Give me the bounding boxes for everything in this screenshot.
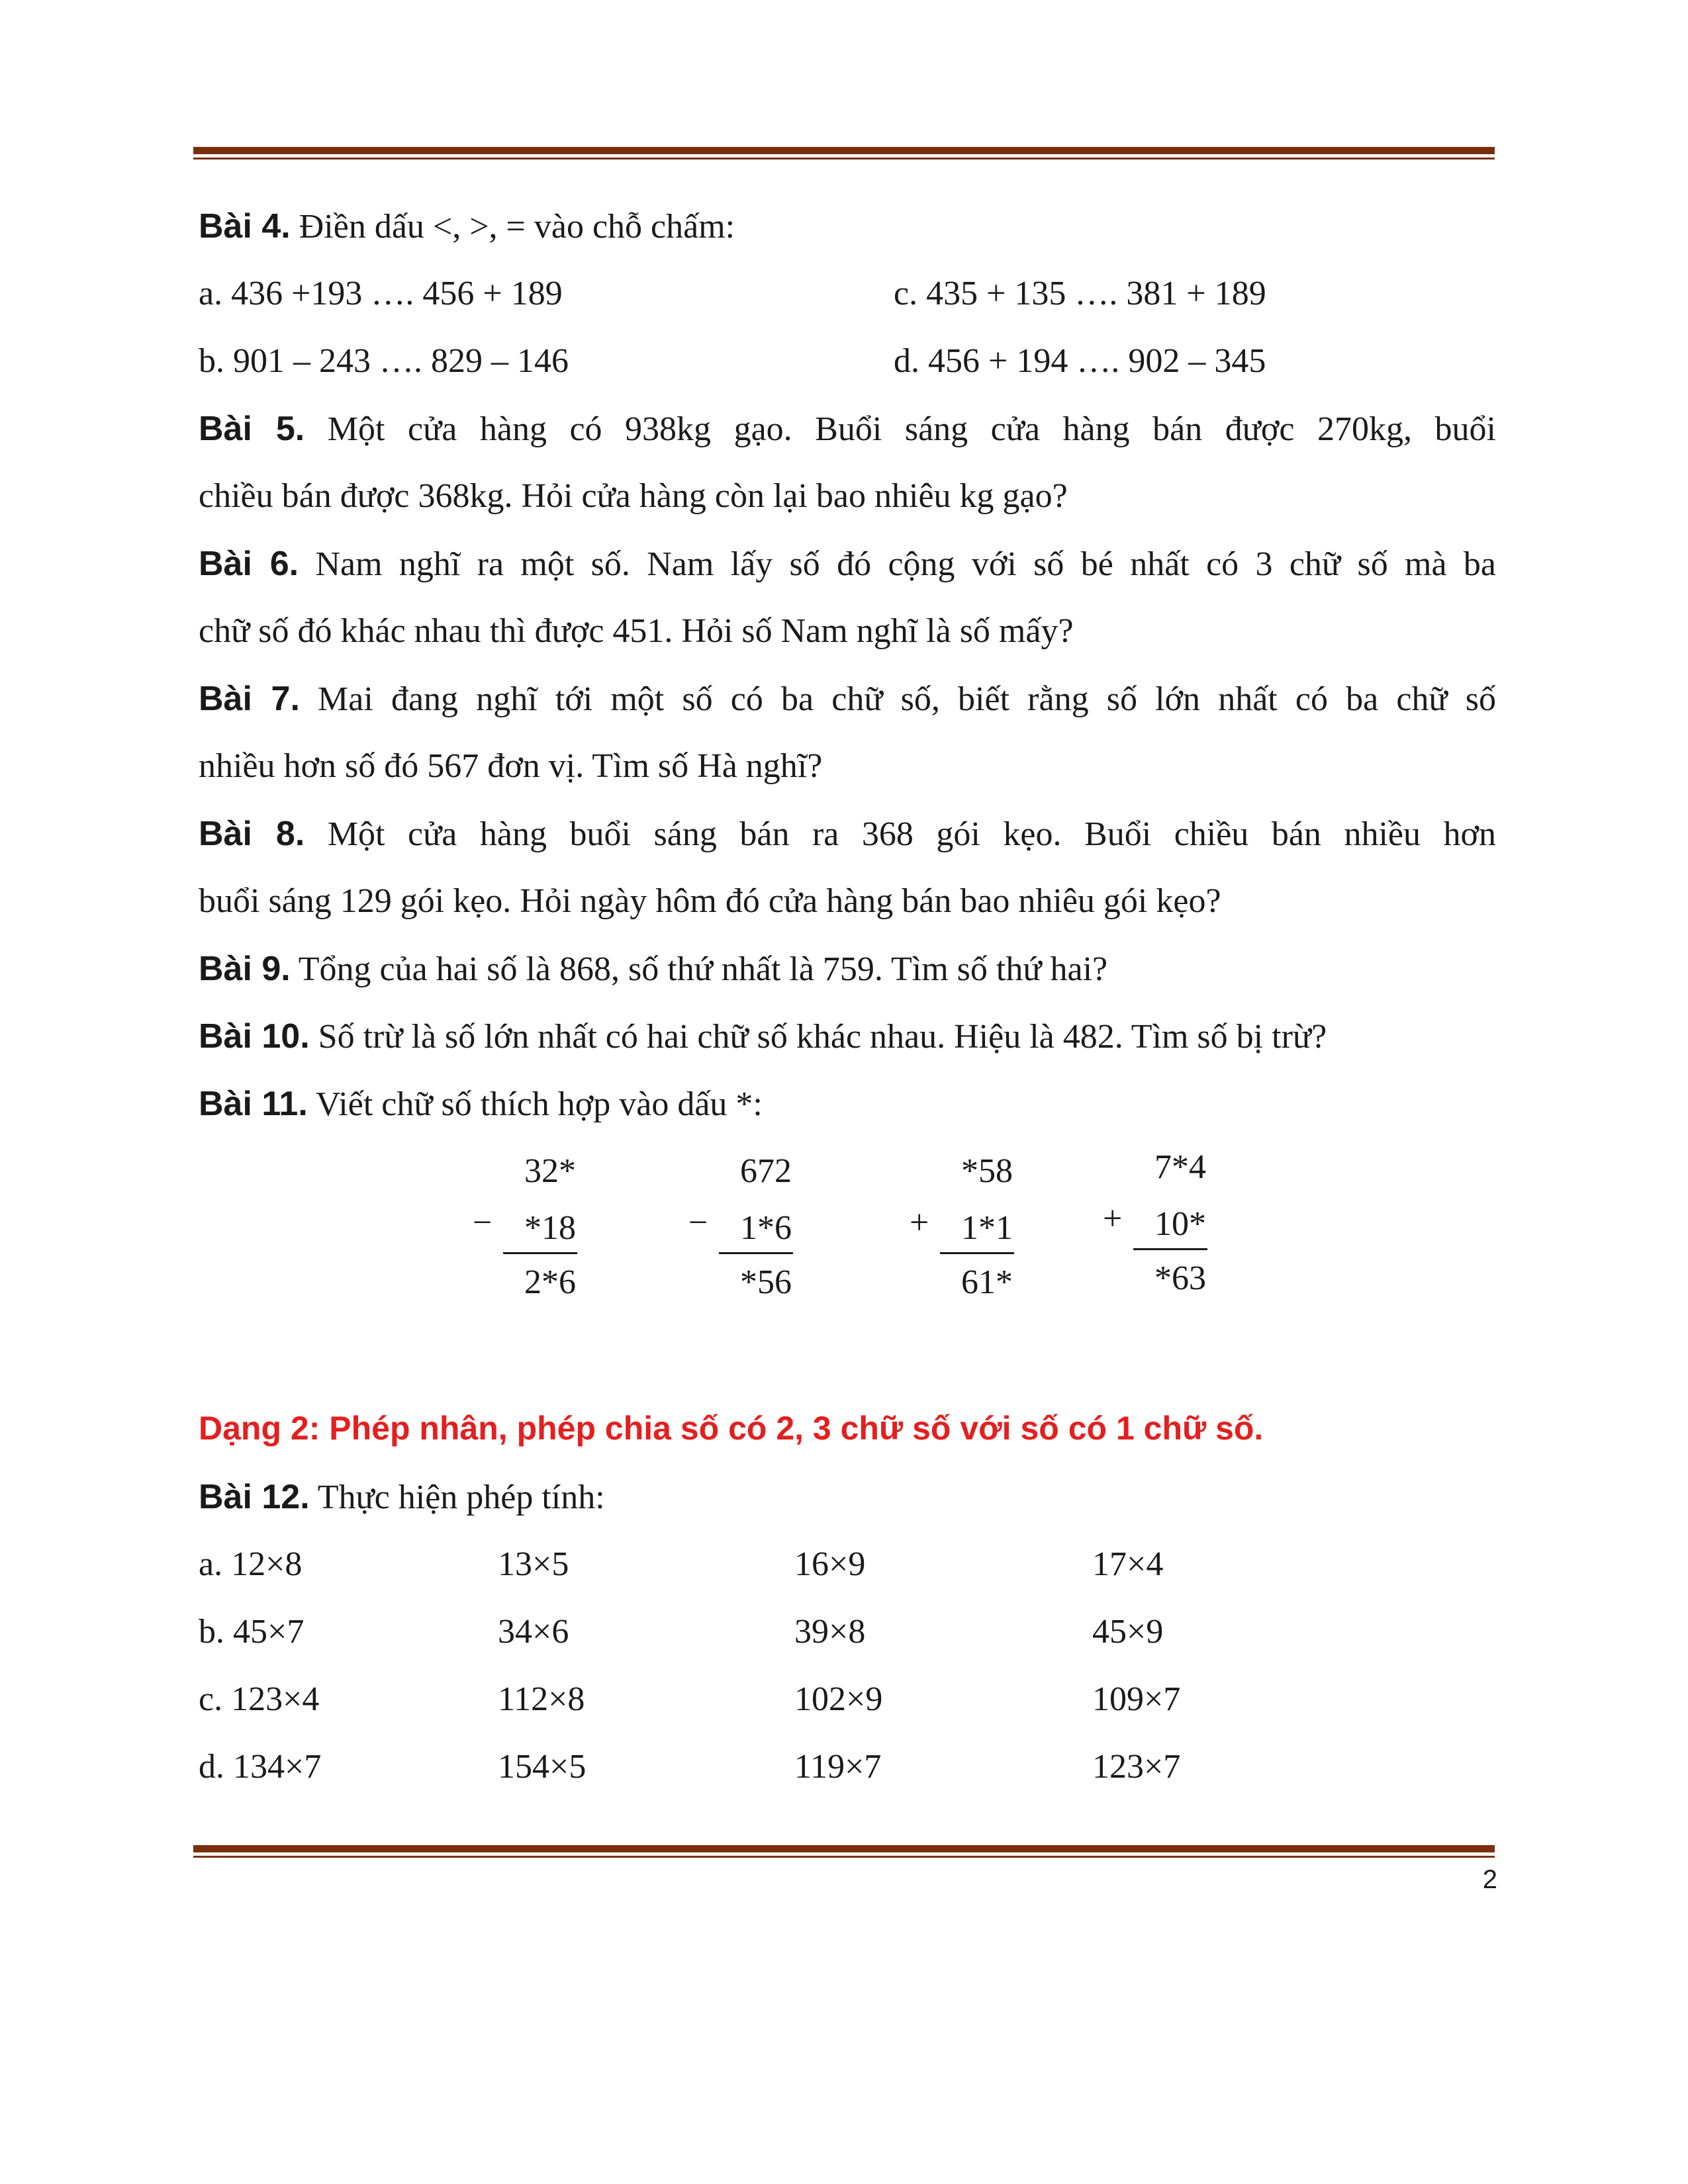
bai12-a-3: 16×9: [794, 1545, 866, 1583]
bai4-item-c: c. 435 + 135 …. 381 + 189: [894, 275, 1266, 312]
calc-2-bar: [719, 1252, 793, 1254]
bai12-d-1: d. 134×7: [199, 1748, 322, 1786]
bai12-d-4: 123×7: [1092, 1748, 1181, 1786]
bai6-label: Bài 6.: [199, 545, 299, 583]
bai9-label: Bài 9.: [199, 950, 291, 988]
bai6-line-2: chữ số đó khác nhau thì được 451. Hỏi số Nam nghĩ là số mấy?: [199, 612, 1074, 650]
bai12-label: Bài 12.: [199, 1478, 310, 1516]
calc-3-operator: +: [910, 1204, 929, 1242]
bai12-question: [199, 1477, 1496, 1518]
calc-2-top: 672: [740, 1152, 792, 1190]
calc-3-mid: 1*1: [961, 1209, 1013, 1247]
bai11-label: Bài 11.: [199, 1085, 308, 1123]
footer-rule: [193, 1845, 1495, 1858]
bai12-a-4: 17×4: [1092, 1545, 1164, 1583]
bai5-label: Bài 5.: [199, 410, 305, 448]
bai12-b-2: 34×6: [498, 1613, 569, 1651]
bai10-text: Số trừ là số lớn nhất có hai chữ số khác nhau. Hiệu là 482. Tìm số bị trừ?: [309, 1018, 1327, 1056]
bai11-question: [199, 1084, 1496, 1124]
page-number: 2: [1482, 1865, 1497, 1894]
bai4-row-1: [199, 274, 1496, 314]
bai11-text: Viết chữ số thích hợp vào dấu *:: [307, 1085, 763, 1123]
bai5-text-1: Một cửa hàng có 938kg gạo. Buổi sáng cửa hàng bán được 270kg, buổi: [305, 410, 1496, 448]
calc-2-mid: 1*6: [740, 1209, 792, 1247]
bai4-row-2: [199, 341, 1496, 381]
calc-2-bottom: *56: [740, 1263, 792, 1301]
bai9-text: Tổng của hai số là 868, số thứ nhất là 759. Tìm số thứ hai?: [290, 950, 1108, 988]
bai12-b-1: b. 45×7: [199, 1613, 305, 1651]
header-rule: [193, 147, 1495, 159]
bai12-b-4: 45×9: [1092, 1613, 1164, 1651]
bai12-c-1: c. 123×4: [199, 1680, 320, 1718]
bai8-text-1: Một cửa hàng buổi sáng bán ra 368 gói kẹo. Buổi chiều bán nhiều hơn: [305, 815, 1497, 853]
bai5-line-2: chiều bán được 368kg. Hỏi cửa hàng còn lại bao nhiêu kg gạo?: [199, 477, 1068, 515]
calc-1-operator: −: [473, 1204, 492, 1242]
bai12-b-3: 39×8: [794, 1613, 866, 1651]
bai9-question: [199, 949, 1496, 989]
bai12-c-4: 109×7: [1092, 1680, 1181, 1718]
bai5-line-1: [199, 409, 1496, 449]
bai12-d-3: 119×7: [794, 1748, 882, 1786]
calc-4-operator: +: [1103, 1200, 1123, 1238]
bai6-text-1: Nam nghĩ ra một số. Nam lấy số đó cộng với số bé nhất có 3 chữ số mà ba: [299, 545, 1496, 583]
calc-4-bar: [1133, 1248, 1207, 1250]
calc-4-mid: 10*: [1154, 1205, 1206, 1243]
calc-1-bottom: 2*6: [524, 1263, 576, 1301]
bai6-line-1: [199, 544, 1496, 584]
calc-3-bar: [940, 1252, 1014, 1254]
dang2-heading: Dạng 2: Phép nhân, phép chia số có 2, 3 chữ số với số có 1 chữ số.: [199, 1410, 1264, 1447]
bai4-item-d: d. 456 + 194 …. 902 – 345: [894, 342, 1266, 380]
bai7-text-1: Mai đang nghĩ tới một số có ba chữ số, biết rằng số lớn nhất có ba chữ số: [299, 680, 1496, 718]
bai7-line-1: [199, 679, 1496, 719]
bai7-line-2: nhiều hơn số đó 567 đơn vị. Tìm số Hà nghĩ?: [199, 747, 823, 785]
bai4-item-a: a. 436 +193 …. 456 + 189: [199, 275, 563, 312]
calc-1-mid: *18: [524, 1209, 576, 1247]
calc-1-top: 32*: [524, 1152, 576, 1190]
calc-1-bar: [503, 1252, 577, 1254]
bai12-text: Thực hiện phép tính:: [309, 1479, 605, 1516]
bai4-text: Điền dấu <, >, = vào chỗ chấm:: [290, 208, 735, 246]
bai12-a-2: 13×5: [498, 1545, 569, 1583]
calc-4-bottom: *63: [1154, 1259, 1206, 1297]
bai12-c-2: 112×8: [498, 1680, 585, 1718]
bai4-label: Bài 4.: [199, 207, 291, 246]
bai4-item-b: b. 901 – 243 …. 829 – 146: [199, 342, 569, 380]
calc-4-top: 7*4: [1154, 1148, 1206, 1186]
bai10-question: [199, 1017, 1496, 1057]
bai10-label: Bài 10.: [199, 1017, 310, 1056]
calc-3-top: *58: [961, 1152, 1013, 1190]
bai12-d-2: 154×5: [498, 1748, 586, 1786]
bai8-line-1: [199, 814, 1496, 854]
bai12-a-1: a. 12×8: [199, 1545, 303, 1583]
bai4-question: [199, 206, 1496, 247]
bai8-label: Bài 8.: [199, 815, 305, 853]
bai12-c-3: 102×9: [794, 1680, 883, 1718]
bai7-label: Bài 7.: [199, 680, 300, 718]
bai8-line-2: buổi sáng 129 gói kẹo. Hỏi ngày hôm đó cửa hàng bán bao nhiêu gói kẹo?: [199, 882, 1221, 920]
calc-2-operator: −: [688, 1204, 708, 1242]
calc-3-bottom: 61*: [961, 1263, 1013, 1301]
